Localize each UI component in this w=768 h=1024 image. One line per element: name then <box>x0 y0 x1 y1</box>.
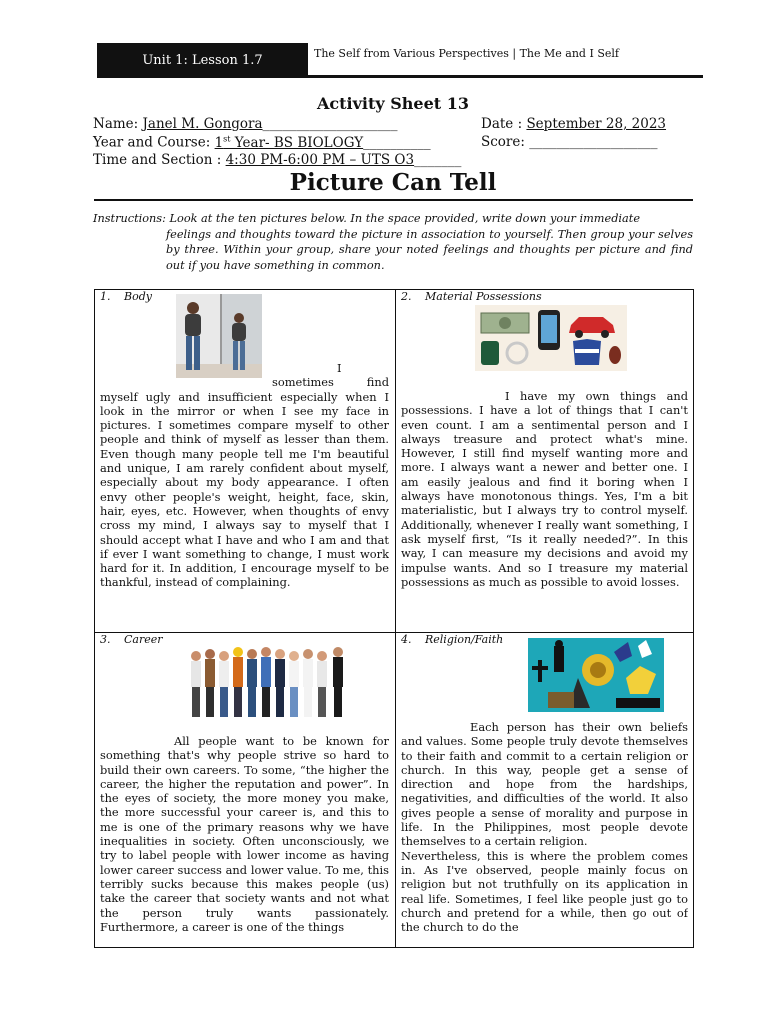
score-field <box>481 134 657 150</box>
instructions-rest: feelings and thoughts toward the picture in association to yourself. Then group your selves by three. Within your group, share your noted feelings and thoughts per picture and find out if you have something in common. <box>166 227 693 272</box>
grid-divider-vertical <box>395 289 396 948</box>
cell-title: Religion/Faith <box>425 633 504 646</box>
name-field <box>93 116 398 132</box>
possessions-collage-photo <box>475 305 627 371</box>
date-value: September 28, 2023 <box>526 116 667 132</box>
cell-number: 2. <box>401 290 412 303</box>
image-gap <box>100 361 272 389</box>
instructions-first: Look at the ten pictures below. In the space provided, write down your immediate <box>169 212 641 225</box>
date-label: Date : <box>481 116 523 132</box>
workers-group-photo <box>186 642 356 722</box>
course-label: Year and Course: <box>93 134 211 151</box>
instructions-label: Instructions: <box>93 212 166 225</box>
course-value: 1st Year- BS BIOLOGY <box>214 134 364 151</box>
cell-text: Each person has their own beliefs and values. Some people truly devote themselves to their faith and commit to a certain religion or church. In this way, people get a sense of direction and hope from the hardships, negativities, and difficulties of the world. It also gives people a sense of morality and purpose in life. In the Philippines, most people devote themselves to a certain religion. <box>401 720 688 849</box>
cell-number: 1. <box>100 290 111 303</box>
date-field <box>481 116 666 132</box>
possessions-text <box>401 389 688 589</box>
cell-possessions-text-wrap <box>401 389 688 629</box>
topic-label: The Self from Various Perspectives | The Me and I Self <box>314 47 619 60</box>
religion-text <box>401 720 688 934</box>
lesson-badge <box>97 43 308 78</box>
cell-career-text-wrap <box>100 734 389 947</box>
cell-heading <box>401 290 688 306</box>
cell-title: Career <box>124 633 163 646</box>
cell-title: Body <box>124 290 152 303</box>
cell-body-text-wrap <box>100 361 389 629</box>
cell-number: 4. <box>401 633 412 646</box>
name-blank: ____________________ <box>262 116 398 132</box>
religious-symbols-collage <box>528 638 664 712</box>
career-text <box>100 734 389 934</box>
cell-text: I sometimes find myself ugly and insufficient especially when I look in the mirror or when I see my face in pictures. I sometimes compare myself to other people and think of myself as lesser than them. Even though many people tell me I'm beautiful and unique, I am rarely confident about myself, especially about my body appearance. I often envy other people's weight, height, face, skin, hair, eyes, etc. However, when thoughts of envy cross my mind, I always say to myself that I should accept what I have and who I am and that if ever I want something to change, I must work hard for it. In addition, I encourage myself to be thankful, instead of complaining. <box>100 361 389 590</box>
body-text <box>100 361 389 590</box>
cell-title: Material Possessions <box>425 290 542 303</box>
name-value: Janel M. Gongora <box>142 116 263 132</box>
header-rule <box>97 75 703 78</box>
course-blank: __________ <box>363 134 431 151</box>
time-blank: _______ <box>414 152 462 168</box>
cell-number: 3. <box>100 633 111 646</box>
cell-text: All people want to be known for something that's why people strive so hard to build their own careers. To some, “the higher the career, the higher the reputation and power”. In the eyes of society, the more money you make, the more successful your career is, and this to me is one of the primary reasons why we have inequalities in society. Often unconsciously, we try to label people with lower income as having lower career success and lower value. To me, this terribly sucks because this makes people (us) take the career that society wants and not what the person truly wants passionately. Furthermore, a career is one of the things <box>100 734 389 934</box>
sheet-title: Activity Sheet 13 <box>316 94 470 113</box>
cell-text: I have my own things and possessions. I have a lot of things that I can't even count. I am a sentimental person and I always treasure and protect what's mine. However, I still find myself wanting more and more. I always want a newer and better one. I am easily jealous and find it boring when I always have monotonous things. Yes, I'm a bit materialistic, but I always try to control myself. Additionally, whenever I really want something, I ask myself first, “Is it really needed?”. In this way, I can measure my decisions and avoid my impulse wants. And so I treasure my material possessions as much as possible to avoid losses. <box>401 389 688 589</box>
ordinal-suffix: st <box>223 134 231 143</box>
name-label: Name: <box>93 116 139 132</box>
time-value: 4:30 PM-6:00 PM – UTS O3 <box>225 152 415 168</box>
score-blank: ___________________ <box>529 134 658 150</box>
score-label: Score: <box>481 134 525 150</box>
cell-religion-text-wrap <box>401 720 688 947</box>
instructions <box>93 211 693 273</box>
lesson-label: Unit 1: Lesson 1.7 <box>142 53 263 68</box>
time-field <box>93 152 461 168</box>
title-rule <box>94 199 693 201</box>
picture-title: Picture Can Tell <box>289 169 497 196</box>
course-field <box>93 134 431 151</box>
cell-text-continued: Nevertheless, this is where the problem comes in. As I've observed, people mainly focus on religion but not truthfully on its application in real life. Sometimes, I feel like people just go to church and pretend for a while, then go out of the church to do the <box>401 848 688 935</box>
time-label: Time and Section : <box>93 152 222 168</box>
